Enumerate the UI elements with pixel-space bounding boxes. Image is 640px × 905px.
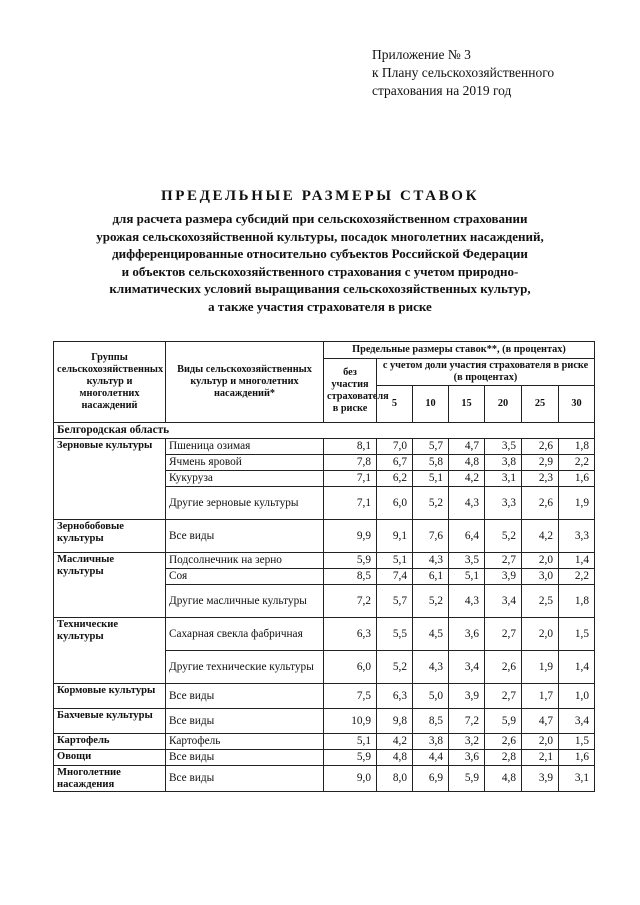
- rate-without-participation: 10,9: [324, 709, 377, 734]
- rate-with-participation: 1,0: [559, 684, 595, 709]
- rate-with-participation: 3,1: [485, 471, 522, 487]
- rate-with-participation: 2,7: [485, 618, 522, 651]
- rate-with-participation: 2,6: [522, 487, 559, 520]
- crop-name: Соя: [166, 569, 324, 585]
- subtitle-line: и объектов сельскохозяйственного страхования с учетом природно-: [121, 263, 519, 279]
- crop-name: Другие технические культуры: [166, 651, 324, 684]
- crop-group-name: Бахчевые культуры: [54, 709, 166, 734]
- rate-without-participation: 5,9: [324, 553, 377, 569]
- table-row: [54, 709, 595, 734]
- header-pct: 20: [485, 386, 522, 423]
- rate-with-participation: 3,9: [522, 766, 559, 792]
- header-pct: 5: [377, 386, 413, 423]
- rate-with-participation: 3,9: [449, 684, 485, 709]
- header-group: Группы сельскохозяйственных культур и многолетних насаждений: [54, 342, 166, 423]
- rate-with-participation: 7,4: [377, 569, 413, 585]
- rate-with-participation: 7,6: [413, 520, 449, 553]
- rate-with-participation: 1,4: [559, 553, 595, 569]
- rate-with-participation: 8,5: [413, 709, 449, 734]
- rate-with-participation: 4,2: [449, 471, 485, 487]
- rate-with-participation: 5,8: [413, 455, 449, 471]
- rate-with-participation: 3,8: [413, 734, 449, 750]
- rate-with-participation: 5,2: [413, 585, 449, 618]
- rate-without-participation: 7,8: [324, 455, 377, 471]
- rate-with-participation: 2,2: [559, 569, 595, 585]
- rate-with-participation: 5,9: [485, 709, 522, 734]
- rates-table: [53, 341, 595, 792]
- rate-with-participation: 3,1: [559, 766, 595, 792]
- rates-table-body: [54, 423, 595, 792]
- table-row: [54, 684, 595, 709]
- rate-without-participation: 6,3: [324, 618, 377, 651]
- rate-without-participation: 7,5: [324, 684, 377, 709]
- rate-with-participation: 2,7: [485, 684, 522, 709]
- header-crop: Виды сельскохозяйственных культур и многолетних насаждений*: [166, 342, 324, 423]
- rate-with-participation: 2,0: [522, 618, 559, 651]
- table-row: [54, 618, 595, 651]
- rate-with-participation: 3,8: [485, 455, 522, 471]
- crop-name: Картофель: [166, 734, 324, 750]
- rate-with-participation: 4,3: [413, 553, 449, 569]
- rate-without-participation: 5,9: [324, 750, 377, 766]
- crop-group-name: Кормовые культуры: [54, 684, 166, 709]
- crop-name: Все виды: [166, 766, 324, 792]
- rate-with-participation: 1,8: [559, 439, 595, 455]
- subtitle-line: а также участия страхователя в риске: [208, 298, 432, 314]
- rate-with-participation: 6,3: [377, 684, 413, 709]
- crop-group-name: Многолетние насаждения: [54, 766, 166, 792]
- rate-with-participation: 5,2: [377, 651, 413, 684]
- rate-with-participation: 2,9: [522, 455, 559, 471]
- rate-with-participation: 3,6: [449, 618, 485, 651]
- rate-with-participation: 2,6: [485, 734, 522, 750]
- table-row: [54, 439, 595, 455]
- rate-with-participation: 2,3: [522, 471, 559, 487]
- rate-with-participation: 3,3: [559, 520, 595, 553]
- crop-group-name: Зерновые культуры: [54, 439, 166, 520]
- rate-with-participation: 3,2: [449, 734, 485, 750]
- rate-with-participation: 3,4: [485, 585, 522, 618]
- header-pct: 10: [413, 386, 449, 423]
- rate-with-participation: 4,8: [377, 750, 413, 766]
- header-limits: Предельные размеры ставок**, (в процентах): [324, 342, 595, 359]
- rate-without-participation: 9,9: [324, 520, 377, 553]
- crop-name: Кукуруза: [166, 471, 324, 487]
- table-row: [54, 520, 595, 553]
- rate-with-participation: 6,2: [377, 471, 413, 487]
- crop-name: Сахарная свекла фабричная: [166, 618, 324, 651]
- subtitle-line: урожая сельскохозяйственной культуры, посадок многолетних насаждений,: [96, 228, 544, 244]
- header-without-participation: без участия страхователя в риске: [324, 359, 377, 423]
- rate-with-participation: 3,3: [485, 487, 522, 520]
- subtitle-line: климатических условий выращивания сельскохозяйственных культур,: [109, 281, 531, 297]
- crop-group-name: Зернобобовые культуры: [54, 520, 166, 553]
- crop-name: Все виды: [166, 520, 324, 553]
- rate-with-participation: 9,1: [377, 520, 413, 553]
- rate-with-participation: 1,5: [559, 734, 595, 750]
- crop-group-name: Овощи: [54, 750, 166, 766]
- rate-with-participation: 5,7: [377, 585, 413, 618]
- rate-with-participation: 2,7: [485, 553, 522, 569]
- rate-with-participation: 1,4: [559, 651, 595, 684]
- rate-with-participation: 5,2: [413, 487, 449, 520]
- rate-with-participation: 4,2: [377, 734, 413, 750]
- appendix-note: [372, 46, 622, 100]
- rate-with-participation: 4,5: [413, 618, 449, 651]
- rate-with-participation: 4,8: [449, 455, 485, 471]
- rate-with-participation: 4,7: [522, 709, 559, 734]
- header-pct: 15: [449, 386, 485, 423]
- table-row: [54, 734, 595, 750]
- rate-with-participation: 4,3: [449, 585, 485, 618]
- rate-with-participation: 8,0: [377, 766, 413, 792]
- rate-with-participation: 5,1: [377, 553, 413, 569]
- rate-with-participation: 5,9: [449, 766, 485, 792]
- rate-with-participation: 2,2: [559, 455, 595, 471]
- rate-with-participation: 2,0: [522, 553, 559, 569]
- rate-without-participation: 8,1: [324, 439, 377, 455]
- crop-name: Все виды: [166, 750, 324, 766]
- rate-with-participation: 3,4: [559, 709, 595, 734]
- table-row: [54, 750, 595, 766]
- subtitle-line: дифференцированные относительно субъектов Российской Федерации: [112, 246, 528, 262]
- rate-with-participation: 7,2: [449, 709, 485, 734]
- subtitle-line: для расчета размера субсидий при сельскохозяйственном страховании: [112, 211, 528, 226]
- rate-with-participation: 1,9: [559, 487, 595, 520]
- rate-with-participation: 6,9: [413, 766, 449, 792]
- header-pct: 30: [559, 386, 595, 423]
- crop-name: Подсолнечник на зерно: [166, 553, 324, 569]
- appendix-line: к Плану сельскохозяйственного: [372, 65, 555, 80]
- rate-without-participation: 7,1: [324, 487, 377, 520]
- rate-with-participation: 4,4: [413, 750, 449, 766]
- document-title: ПРЕДЕЛЬНЫЕ РАЗМЕРЫ СТАВОК: [160, 188, 480, 204]
- rate-with-participation: 2,8: [485, 750, 522, 766]
- rate-with-participation: 1,6: [559, 471, 595, 487]
- rate-with-participation: 2,1: [522, 750, 559, 766]
- rate-with-participation: 3,5: [485, 439, 522, 455]
- rate-with-participation: 4,3: [449, 487, 485, 520]
- crop-name: Ячмень яровой: [166, 455, 324, 471]
- rate-with-participation: 5,0: [413, 684, 449, 709]
- rate-with-participation: 6,7: [377, 455, 413, 471]
- rate-with-participation: 3,0: [522, 569, 559, 585]
- rate-with-participation: 7,0: [377, 439, 413, 455]
- appendix-line: Приложение № 3: [372, 47, 471, 62]
- rate-with-participation: 6,0: [377, 487, 413, 520]
- rate-with-participation: 5,1: [449, 569, 485, 585]
- rate-without-participation: 5,1: [324, 734, 377, 750]
- rate-with-participation: 2,5: [522, 585, 559, 618]
- crop-name: Другие зерновые культуры: [166, 487, 324, 520]
- rate-without-participation: 8,5: [324, 569, 377, 585]
- crop-name: Все виды: [166, 709, 324, 734]
- crop-name: Другие масличные культуры: [166, 585, 324, 618]
- header-pct: 25: [522, 386, 559, 423]
- rate-with-participation: 5,7: [413, 439, 449, 455]
- rate-without-participation: 9,0: [324, 766, 377, 792]
- crop-name: Все виды: [166, 684, 324, 709]
- rate-with-participation: 1,7: [522, 684, 559, 709]
- rate-with-participation: 1,5: [559, 618, 595, 651]
- header-with-participation: с учетом доли участия страхователя в риске (в процентах): [377, 359, 595, 386]
- rate-with-participation: 4,3: [413, 651, 449, 684]
- table-row: [54, 553, 595, 569]
- rate-with-participation: 1,8: [559, 585, 595, 618]
- rate-with-participation: 9,8: [377, 709, 413, 734]
- crop-group-name: Технические культуры: [54, 618, 166, 684]
- rate-without-participation: 6,0: [324, 651, 377, 684]
- rate-with-participation: 1,6: [559, 750, 595, 766]
- rate-with-participation: 2,6: [522, 439, 559, 455]
- rate-with-participation: 2,0: [522, 734, 559, 750]
- rate-with-participation: 3,5: [449, 553, 485, 569]
- rate-with-participation: 3,6: [449, 750, 485, 766]
- rate-with-participation: 5,2: [485, 520, 522, 553]
- document-subtitle: [0, 210, 640, 316]
- region-name: Белгородская область: [54, 423, 595, 439]
- crop-name: Пшеница озимая: [166, 439, 324, 455]
- rate-with-participation: 4,7: [449, 439, 485, 455]
- rate-with-participation: 1,9: [522, 651, 559, 684]
- rate-with-participation: 3,4: [449, 651, 485, 684]
- rate-with-participation: 4,8: [485, 766, 522, 792]
- rate-without-participation: 7,1: [324, 471, 377, 487]
- rate-with-participation: 5,1: [413, 471, 449, 487]
- rate-without-participation: 7,2: [324, 585, 377, 618]
- rate-with-participation: 4,2: [522, 520, 559, 553]
- crop-group-name: Картофель: [54, 734, 166, 750]
- table-row: [54, 766, 595, 792]
- rate-with-participation: 5,5: [377, 618, 413, 651]
- crop-group-name: Масличные культуры: [54, 553, 166, 618]
- rate-with-participation: 6,4: [449, 520, 485, 553]
- rate-with-participation: 6,1: [413, 569, 449, 585]
- rate-with-participation: 3,9: [485, 569, 522, 585]
- rate-with-participation: 2,6: [485, 651, 522, 684]
- appendix-line: страхования на 2019 год: [372, 83, 512, 98]
